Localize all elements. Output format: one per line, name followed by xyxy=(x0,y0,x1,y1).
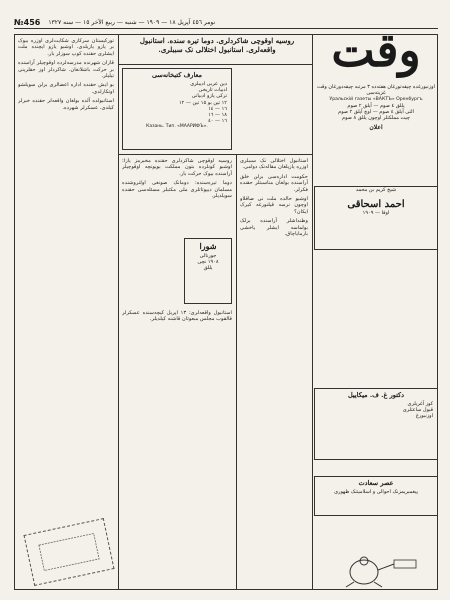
subscription-latin: Уральскій газеты «ВАКТЪ» Оренбургъ xyxy=(329,96,423,102)
illustration xyxy=(324,554,424,588)
headline-rule xyxy=(118,64,312,65)
masthead-title: وقت xyxy=(331,23,421,77)
subscription-price: يللق ٤ صوم — آيلق ٢ صوم xyxy=(347,102,405,109)
price-line: ترکی یازو ادبیاتی xyxy=(191,93,227,100)
paragraph: اوشبو حالده ملت نی صاقلاو اوچون نرسه قیلنورغه کیرک ایکان؟ xyxy=(240,196,308,215)
asr-title: عصر سعادت xyxy=(358,479,394,487)
asr-advert xyxy=(314,476,438,516)
subscription-price: چیت مملکتلر اوچون يللق ٨ صوم xyxy=(342,115,410,122)
doctor-line: اوزنبورغ xyxy=(415,413,433,420)
price-list-title: معارف کتبخانه‌سی xyxy=(151,71,203,79)
text-column-center xyxy=(122,158,232,234)
asr-line: پیغمبریمزنک احوالی و اسلامیتنک ظهوری xyxy=(334,489,418,495)
figure-sketch-icon xyxy=(324,554,424,588)
section-rule xyxy=(118,154,312,155)
shura-line: یللق xyxy=(203,265,213,272)
column-divider xyxy=(118,34,119,590)
headline xyxy=(124,36,310,62)
subscription-price: التی آيلق ٤ صوم — اوچ آيلق ٢ صوم xyxy=(338,109,414,116)
advert-line: شیخ کریم بن محمد xyxy=(355,187,397,193)
notice-label: اعلان xyxy=(369,123,383,131)
headline-line: واقعه‌لری. استانبول اختلالی نک سببلری. xyxy=(158,45,276,54)
shura-line: ١٩٠٨ نچی xyxy=(197,259,219,266)
shura-advert xyxy=(184,238,232,304)
paragraph: استانبول اختلالی نک سببلری اوزره یازیلغان مقاله‌نک دوامی. xyxy=(240,158,308,171)
book-advert xyxy=(314,186,438,250)
paragraph: روسیه اوقوچی شاکردلری حقنده مخبرمز یازا: اوشبو کونلرده بتون مملکت بویونچه اوقوچیلر آراسنده بیوک حرکت بار. xyxy=(122,158,232,177)
paragraph: قازان شهرنده مدرسه‌لرده اوقوچیلر آراسنده بر حرکت باشلانغان. شاکردلر اوز حقلرینی تیلیلر. xyxy=(18,60,114,80)
stamp-icon xyxy=(37,531,102,573)
text-column-right xyxy=(240,158,308,586)
shura-title: شورا xyxy=(199,241,217,251)
paragraph: دوما تیره‌سنده: دومانک صونغی اولتروشنده مسلمان دیپوتاتلری ملی مکتبلر مسئله‌سی حقنده سویلدیلر. xyxy=(122,180,232,200)
issue-number: №456 xyxy=(14,17,41,27)
price-line: دین عربی ادیبلری xyxy=(190,81,227,87)
paragraph: تورکیستان سرکاری شکایت‌لری اوزره بیوک بر یازو یازیلدی. اوشبو یازو ایچنده ملت ایشلری حقنده کوپ سوزلر بار. xyxy=(18,38,114,57)
doctor-advert xyxy=(314,388,438,460)
price-line: ١٨ — ١٦ xyxy=(208,112,227,119)
headline-line: روسیه اوقوچی شاکردلری. دوما تیره سنده. استانبول xyxy=(139,36,295,45)
masthead xyxy=(314,16,438,84)
subscription-info xyxy=(314,84,438,180)
paragraph: استانبول واقعه‌لری: ١٣ آپریل کیچه‌سنده عسکرلر قالقوب مجلس مبعوثان قاشنه کیلدیلر. xyxy=(122,310,232,323)
paragraph: استانبولده آلده بولغان واقعه‌لر حقنده خبرلر کیلدی. عسکرلر شهرده. xyxy=(18,98,114,111)
doctor-line: قبول ساعتلری xyxy=(402,407,433,414)
text-column-center-lower xyxy=(122,310,232,586)
subscription-intro: اوزنبورغده چیقه‌تورغان هفته‌ده ٣ مرتبه چیقه‌دورغان وقت غزیته‌سی xyxy=(317,84,435,97)
shura-line: جورنالی xyxy=(199,253,217,259)
price-line: ١٢ تین بو ١٥ تین — ١٢ xyxy=(178,99,227,106)
price-line: ١٦ — ٤٠ xyxy=(208,118,227,125)
advert-author: احمد اسحاقی xyxy=(347,199,405,211)
doctor-line: کوز آغریلری xyxy=(407,401,433,407)
price-line: ١٦ — ١٤ xyxy=(208,105,227,112)
column-divider xyxy=(312,34,313,590)
paragraph: حکومت اداره‌سی برلن خلق آراسنده بولغان مناسبتلر حقنده فکرلر. xyxy=(240,173,308,193)
advert-line: اوفا — ١٩٠٩ xyxy=(362,210,390,217)
price-list-box xyxy=(122,68,232,150)
newspaper-page xyxy=(14,6,438,594)
doctor-title: دکتور غ. ف. میکاییل xyxy=(347,391,405,399)
dateline: نومر ٤٥٦ آپریل ١٨ — ١٩٠٩ — شنبه — ربیع الآخر ١٥ — سنه ١٣٢٧ xyxy=(48,18,216,26)
paragraph: وطنداشلر آراسنده برلک بولماسه ایشلر یاخشی بارمایاچاق. xyxy=(240,218,308,238)
text-column-left xyxy=(18,38,114,586)
column-divider xyxy=(236,154,237,590)
price-list-footer: Казань. Тип. «МААРИФЪ». xyxy=(146,124,208,130)
price-line: ادبیات تاریخی xyxy=(198,87,227,94)
paragraph: بو ایش حقنده اداره اعضالری برلن سویلشو اوتکارلدی. xyxy=(18,82,114,95)
